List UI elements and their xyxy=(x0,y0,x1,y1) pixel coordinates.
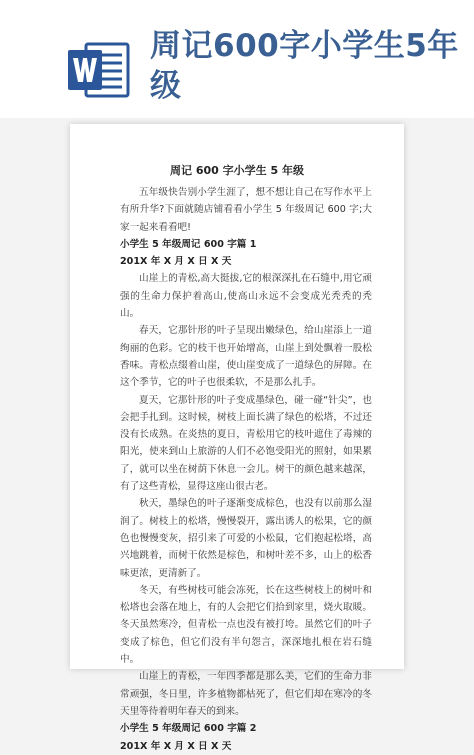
document-page xyxy=(70,124,404,752)
section-heading: 小学生 5 年级周记 600 字篇 1 xyxy=(120,238,257,250)
word-document-icon xyxy=(68,40,130,100)
body-paragraph: 夏天，它那针形的叶子变成墨绿色，碰一碰“针尖”，也会把手扎到。这时候，树枝上面长满了绿色的松塔，不过还没有长成熟。在炎热的夏日，青松用它的枝叶遮住了毒辣的阳光，使来到山上旅游的人们不必饱受阳光的照射，如果累了，就可以坐在树荫下休息一会儿。树干的颜色越来越深，有了这些青松，显得这座山很古老。 xyxy=(120,394,372,493)
preview-banner xyxy=(0,0,474,118)
intro-paragraph: 五年级快告别小学生涯了，想不想让自己在写作水平上有所升华?下面就随店铺看看小学生 5 年级周记 600 字;大家一起来看看吧! xyxy=(120,187,372,233)
document-title: 周记 600 字小学生 5 年级 xyxy=(170,164,304,177)
document-body xyxy=(120,184,372,755)
body-paragraph: 山崖上的青松，一年四季都是那么美，它们的生命力非常顽强，冬日里，许多植物都枯死了，但它们却在寒冷的冬天里等待着明年春天的到来。 xyxy=(120,671,372,717)
section-heading: 小学生 5 年级周记 600 字篇 2 xyxy=(120,723,257,735)
body-paragraph: 春天，它那针形的叶子呈现出嫩绿色，给山崖添上一道绚丽的色彩。它的枝干也开始增高，山崖上到处飘着一股松香味。青松点缀着山崖，使山崖变成了一道绿色的屏障。在这个季节，它的叶子也很柔软，不是那么扎手。 xyxy=(120,325,372,389)
body-paragraph: 秋天，墨绿色的叶子逐渐变成棕色，也没有以前那么湿润了。树枝上的松塔，慢慢裂开，露出诱人的松果，它的颜色也慢慢变灰，招引来了可爱的小松鼠，它们抱起松塔，高兴地跳着，而树干依然是棕色，和树叶差不多，山上的松香味更浓，更清新了。 xyxy=(120,498,372,579)
body-paragraph: 山崖上的青松,高大挺拔,它的根深深扎在石缝中,用它顽强的生命力保护着高山,使高山永远不会变成光秃秃的秃山。 xyxy=(120,273,372,320)
page-title: 周记600字小学生5年级 xyxy=(150,28,459,104)
date-line: 201X 年 X 月 X 日 X 天 xyxy=(120,740,232,752)
date-line: 201X 年 X 月 X 日 X 天 xyxy=(120,256,232,268)
body-paragraph: 冬天，有些树枝可能会冻死，长在这些树枝上的树叶和松塔也会落在地上，有的人会把它们拾到家里，烧火取暖。冬天虽然寒冷，但青松一点也没有被打垮。虽然它们的叶子变成了棕色，但它们没有半句怨言，深深地扎根在岩石缝中。 xyxy=(120,584,372,666)
